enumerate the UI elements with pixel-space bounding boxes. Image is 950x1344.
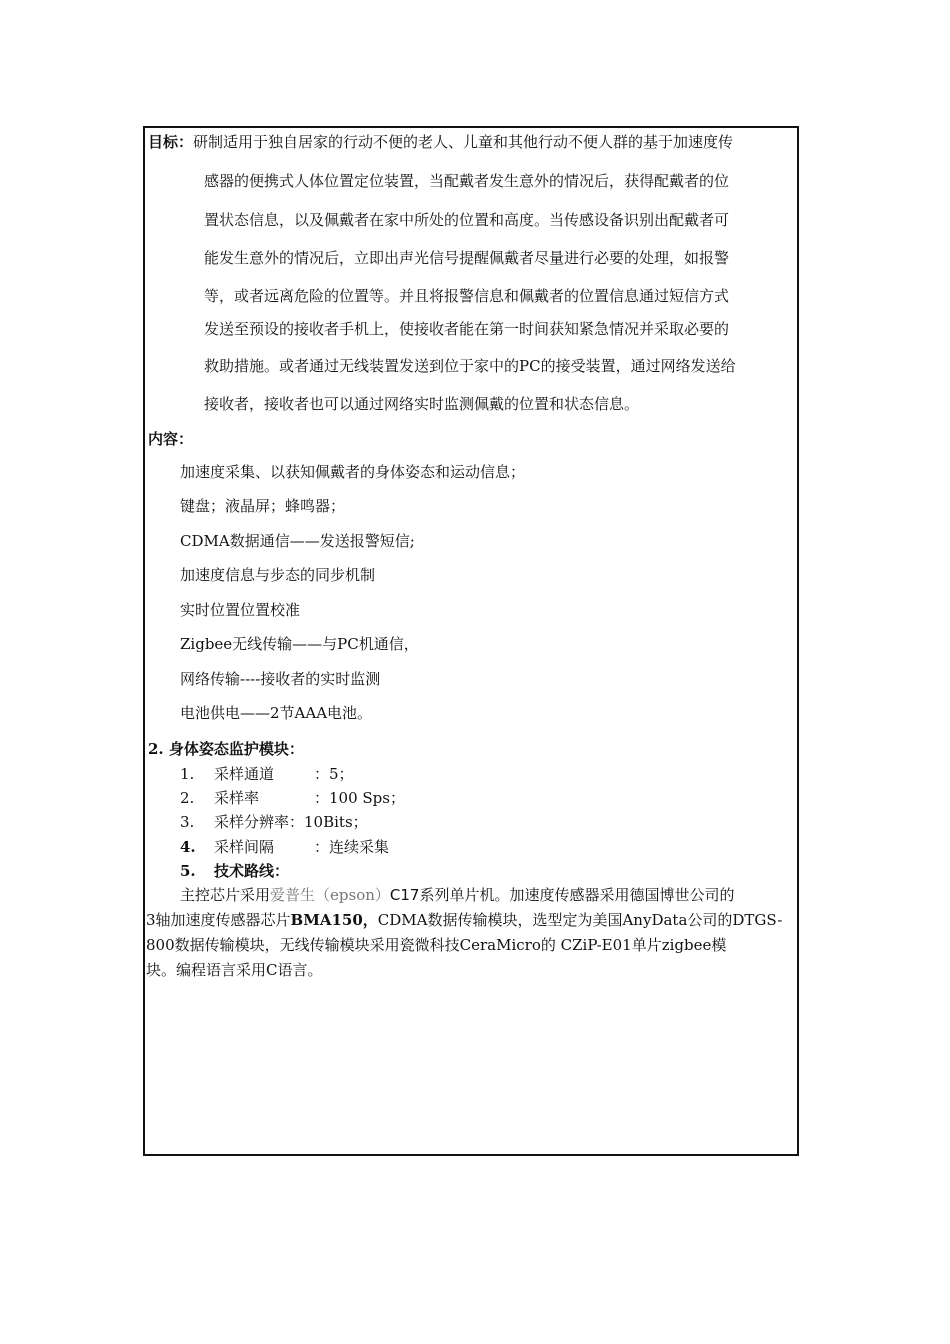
tech-text-1-grey: 爱普生（epson）: [270, 886, 390, 904]
spec-row-4: [180, 838, 389, 856]
spec-num: 4.: [180, 838, 196, 856]
content-label: 内容：: [148, 430, 194, 448]
content-item-8: 电池供电——2节AAA电池。: [180, 704, 373, 722]
tech-text-2-bold: BMA150，: [290, 911, 378, 929]
spec-row-1: [180, 765, 354, 783]
tech-text-2c: CDMA数据传输模块，选型定为美国AnyData公司的DTGS-: [377, 911, 783, 929]
route-label: 技术路线：: [214, 862, 290, 880]
content-item-6: Zigbee无线传输——与PC机通信，: [180, 635, 419, 653]
goal-text-3: 置状态信息，以及佩戴者在家中所处的位置和高度。当传感设备识别出配戴者可: [204, 211, 730, 229]
goal-text-5: 等，或者远离危险的位置等。并且将报警信息和佩戴者的位置信息通过短信方式: [204, 287, 730, 305]
tech-line-2: [146, 911, 782, 929]
tech-text-2a: 3轴加速度传感器芯片: [146, 911, 291, 929]
spec-label: 采样率: [214, 789, 260, 807]
tech-text-1a: 主控芯片采用: [180, 886, 271, 904]
content-item-2: 键盘；液晶屏；蜂鸣器；: [180, 497, 346, 515]
spec-label: 采样通道: [214, 765, 275, 783]
spec-label: 采样间隔: [214, 838, 275, 856]
goal-label: 目标：: [148, 133, 194, 151]
goal-line-1: [148, 133, 733, 151]
goal-text-8: 接收者，接收者也可以通过网络实时监测佩戴的位置和状态信息。: [204, 395, 640, 413]
tech-line-1: [180, 886, 734, 904]
goal-text-7: 救助措施。或者通过无线装置发送到位于家中的PC的接受装置，通过网络发送给: [204, 357, 736, 375]
goal-text-6: 发送至预设的接收者手机上，使接收者能在第一时间获知紧急情况并采取必要的: [204, 320, 730, 338]
spec-row-3: [180, 813, 368, 831]
spec-value: ：100 Sps；: [314, 789, 405, 807]
tech-line-4: 块。编程语言采用C语言。: [146, 961, 323, 979]
goal-text-2: 感器的便携式人体位置定位装置，当配戴者发生意外的情况后，获得配戴者的位: [204, 172, 730, 190]
content-item-1: 加速度采集、以获知佩戴者的身体姿态和运动信息；: [180, 463, 526, 481]
tech-line-3: 800数据传输模块，无线传输模块采用瓷微科技CeraMicro的 CZiP-E01单片zigbee模: [146, 936, 727, 954]
route-row: [180, 862, 289, 880]
content-item-3: CDMA数据通信——发送报警短信;: [180, 532, 415, 550]
spec-num: 1.: [180, 765, 195, 783]
spec-label: 采样分辨率: [214, 813, 290, 831]
route-num: 5.: [180, 862, 196, 880]
spec-value: ：连续采集: [314, 838, 390, 856]
spec-value: ：5；: [314, 765, 354, 783]
module-title: 2. 身体姿态监护模块：: [148, 740, 304, 758]
spec-num: 3.: [180, 813, 195, 831]
content-item-5: 实时位置位置校准: [180, 601, 301, 619]
goal-text-1: 研制适用于独自居家的行动不便的老人、儿童和其他行动不便人群的基于加速度传: [193, 133, 734, 151]
spec-row-2: [180, 789, 405, 807]
content-item-7: 网络传输----接收者的实时监测: [180, 670, 381, 688]
content-item-4: 加速度信息与步态的同步机制: [180, 566, 376, 584]
spec-num: 2.: [180, 789, 195, 807]
tech-text-1c: 系列单片机。加速度传感器采用德国博世公司的: [419, 886, 735, 904]
goal-text-4: 能发生意外的情况后，立即出声光信号提醒佩戴者尽量进行必要的处理，如报警: [204, 249, 730, 267]
tech-text-1b: C17: [389, 886, 420, 904]
spec-value: ：10Bits；: [289, 813, 368, 831]
